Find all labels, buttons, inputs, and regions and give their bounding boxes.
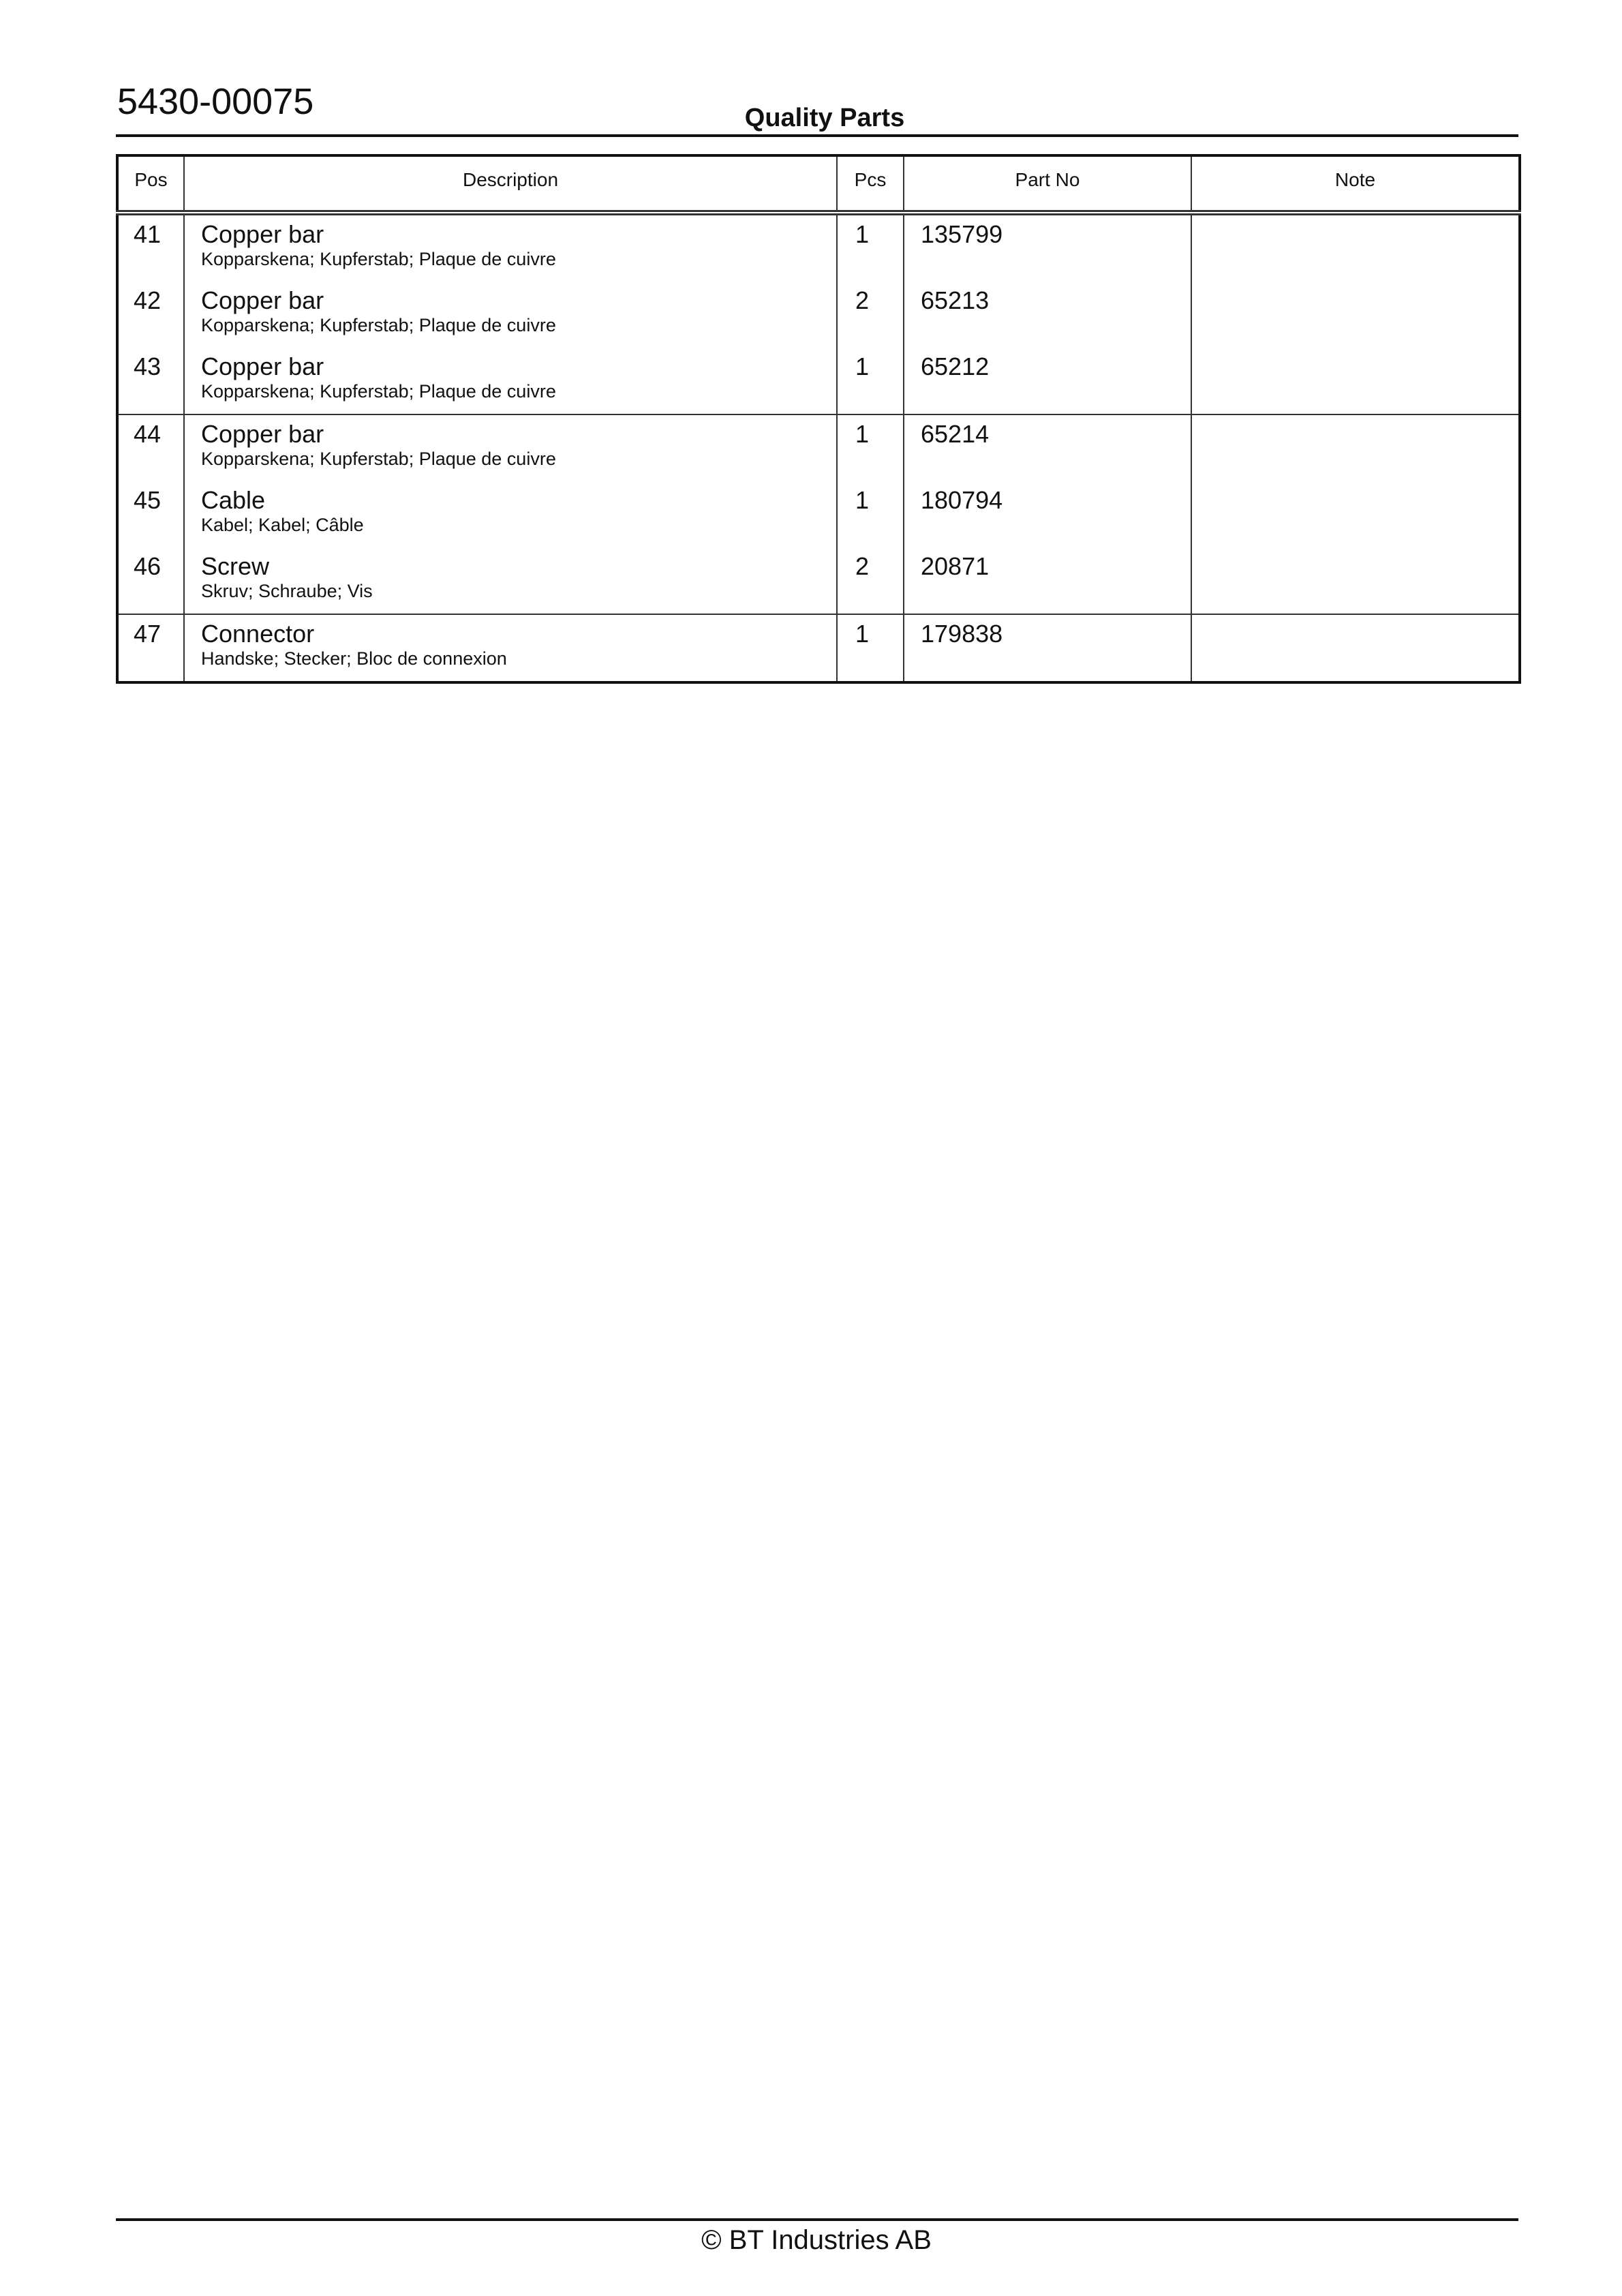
- note-cell: [1191, 213, 1520, 282]
- table-row: [117, 614, 1520, 682]
- description-cell: [184, 414, 837, 481]
- pos-cell: 42: [117, 282, 184, 348]
- description-translations: Handske; Stecker; Bloc de connexion: [201, 648, 507, 669]
- column-header-note: Note: [1191, 155, 1520, 213]
- parts-table: [116, 154, 1521, 684]
- pcs-cell: 1: [837, 614, 904, 682]
- description-main: Cable: [201, 486, 266, 514]
- pos-cell: 46: [117, 547, 184, 614]
- description-translations: Kopparskena; Kupferstab; Plaque de cuivre: [201, 249, 556, 269]
- part-no-cell: 135799: [904, 213, 1191, 282]
- description-cell: [184, 348, 837, 414]
- description-translations: Kopparskena; Kupferstab; Plaque de cuivre: [201, 315, 556, 335]
- table-row: [117, 348, 1520, 414]
- note-cell: [1191, 414, 1520, 481]
- note-cell: [1191, 282, 1520, 348]
- description-translations: Kopparskena; Kupferstab; Plaque de cuivre: [201, 381, 556, 402]
- description-translations: Kabel; Kabel; Câble: [201, 515, 364, 535]
- part-no-cell: 179838: [904, 614, 1191, 682]
- table-row: [117, 481, 1520, 547]
- description-translations: Skruv; Schraube; Vis: [201, 581, 373, 601]
- table-header-row: [117, 155, 1520, 213]
- column-header-part-no: Part No: [904, 155, 1191, 213]
- table-row: [117, 414, 1520, 481]
- part-no-cell: 20871: [904, 547, 1191, 614]
- part-no-cell: 65212: [904, 348, 1191, 414]
- description-cell: [184, 213, 837, 282]
- description-main: Copper bar: [201, 286, 324, 314]
- column-header-pcs: Pcs: [837, 155, 904, 213]
- description-cell: [184, 481, 837, 547]
- description-main: Screw: [201, 552, 270, 580]
- note-cell: [1191, 348, 1520, 414]
- description-main: Copper bar: [201, 420, 324, 448]
- description-cell: [184, 282, 837, 348]
- note-cell: [1191, 614, 1520, 682]
- table-row: [117, 282, 1520, 348]
- note-cell: [1191, 547, 1520, 614]
- part-no-cell: 65214: [904, 414, 1191, 481]
- pos-cell: 45: [117, 481, 184, 547]
- pcs-cell: 1: [837, 481, 904, 547]
- pcs-cell: 1: [837, 414, 904, 481]
- description-cell: [184, 614, 837, 682]
- description-main: Connector: [201, 620, 315, 648]
- pos-cell: 43: [117, 348, 184, 414]
- footer-divider: [116, 2218, 1518, 2221]
- pcs-cell: 2: [837, 547, 904, 614]
- part-no-cell: 65213: [904, 282, 1191, 348]
- header-divider: [116, 134, 1518, 137]
- pos-cell: 44: [117, 414, 184, 481]
- pos-cell: 47: [117, 614, 184, 682]
- pcs-cell: 2: [837, 282, 904, 348]
- pcs-cell: 1: [837, 348, 904, 414]
- footer-copyright: © BT Industries AB: [701, 2225, 932, 2255]
- note-cell: [1191, 481, 1520, 547]
- document-number: 5430-00075: [117, 81, 314, 122]
- table-row: [117, 213, 1520, 282]
- column-header-pos: Pos: [117, 155, 184, 213]
- table-row: [117, 547, 1520, 614]
- column-header-description: Description: [184, 155, 837, 213]
- description-cell: [184, 547, 837, 614]
- description-main: Copper bar: [201, 220, 324, 248]
- page-title: Quality Parts: [744, 104, 905, 132]
- description-main: Copper bar: [201, 352, 324, 380]
- pcs-cell: 1: [837, 213, 904, 282]
- part-no-cell: 180794: [904, 481, 1191, 547]
- pos-cell: 41: [117, 213, 184, 282]
- description-translations: Kopparskena; Kupferstab; Plaque de cuivre: [201, 449, 556, 469]
